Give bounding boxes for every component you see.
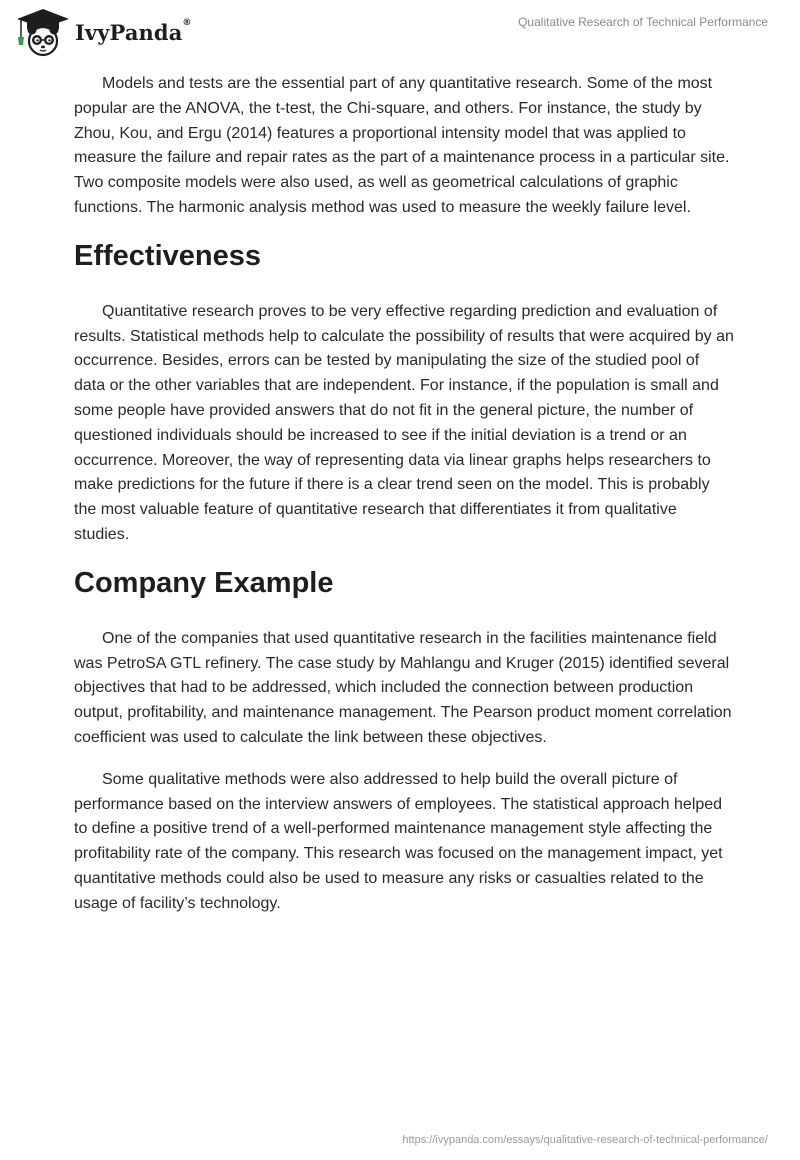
company-example-paragraph-2: Some qualitative methods were also addressed to help build the overall picture of performance based on the interview answers of employees. The statistical approach helped to define a positive trend of a well-performed maintenance management style affecting the profitability rate of the company. This research was focused on the management impact, yet quantitative methods could also be used to measure any risks or casualties related to the usage of facility’s technology.	[74, 770, 723, 912]
section-heading-company-example: Company Example	[74, 566, 334, 599]
effectiveness-paragraph: Quantitative research proves to be very effective regarding prediction and evaluation of results. Statistical methods help to calculate the possibility of results that were acquired by an occurrence. Besides, errors can be tested by manipulating the size of the studied pool of data or the other variables that are independent. For instance, if the population is small and some people have provided answers that do not fit in the general picture, the number of questioned individuals should be increased to see if the initial deviation is a trend or an occurrence. Moreover, the way of representing data via linear graphs helps researchers to make predictions for the future if there is a clear trend seen on the model. This is probably the most valuable feature of quantitative research that differentiates it from qualitative studies.	[74, 302, 734, 543]
brand-name: IvyPanda®	[75, 17, 192, 45]
article-body	[74, 72, 734, 934]
source-url[interactable]: https://ivypanda.com/essays/qualitative-research-of-technical-performance/	[402, 1134, 768, 1146]
page-header	[0, 0, 800, 66]
intro-paragraph: Models and tests are the essential part of any quantitative research. Some of the most popular are the ANOVA, the t-test, the Chi-square, and others. For instance, the study by Zhou, Kou, and Ergu (2014) features a proportional intensity model that was applied to measure the failure and repair rates as the part of a maintenance process in a particular site. Two composite models were also used, as well as geometrical calculations of graphic functions. The harmonic analysis method was used to measure the weekly failure level.	[74, 75, 730, 216]
running-title: Qualitative Research of Technical Performance	[518, 15, 768, 29]
registered-mark: ®	[182, 17, 192, 28]
section-heading-effectiveness: Effectiveness	[74, 239, 261, 272]
brand-logo[interactable]	[13, 7, 192, 57]
company-example-paragraph-1: One of the companies that used quantitative research in the facilities maintenance field was PetroSA GTL refinery. The case study by Mahlangu and Kruger (2015) identified several objectives that had to be addressed, which included the connection between production output, profitability, and maintenance management. The Pearson product moment correlation coefficient was used to calculate the link between these objectives.	[74, 629, 732, 746]
panda-graduate-icon	[13, 7, 73, 57]
